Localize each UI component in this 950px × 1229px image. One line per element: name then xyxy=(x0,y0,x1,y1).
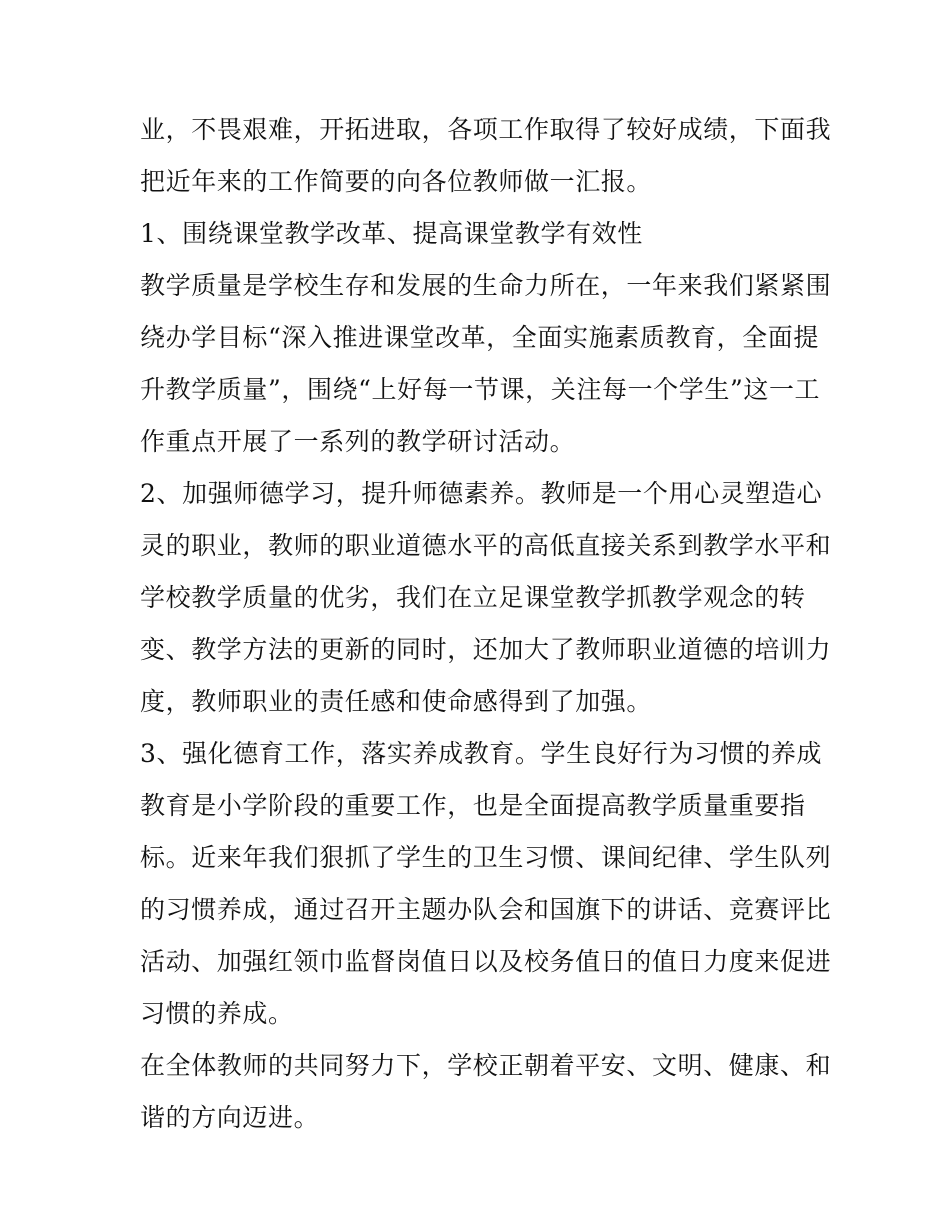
text-line: 教学质量是学校生存和发展的生命力所在，一年来我们紧紧围 xyxy=(140,271,832,300)
text-line: 升教学质量”，围绕“上好每一节课，关注每一个学生”这一工 xyxy=(140,375,821,404)
text-line: 把近年来的工作简要的向各位教师做一汇报。 xyxy=(140,167,653,196)
section-heading-1: 1、围绕课堂教学改革、提高课堂教学有效性 xyxy=(140,219,643,248)
section-paragraph-2: 2、加强师德学习，提升师德素养。教师是一个用心灵塑造心 xyxy=(140,479,823,508)
text-line: 活动、加强红领巾监督岗值日以及校务值日的值日力度来促进 xyxy=(140,947,832,976)
text-line: 绕办学目标“深入推进课堂改革，全面实施素质教育，全面提 xyxy=(140,323,819,352)
text-line: 业，不畏艰难，开拓进取，各项工作取得了较好成绩，下面我 xyxy=(140,115,832,144)
text-line: 灵的职业，教师的职业道德水平的高低直接关系到教学水平和 xyxy=(140,531,832,560)
text-line: 习惯的养成。 xyxy=(140,999,294,1028)
section-paragraph-3: 3、强化德育工作，落实养成教育。学生良好行为习惯的养成 xyxy=(140,739,823,768)
text-line: 学校教学质量的优劣，我们在立足课堂教学抓教学观念的转 xyxy=(140,583,806,612)
text-line: 变、教学方法的更新的同时，还加大了教师职业道德的培训力 xyxy=(140,635,832,664)
text-line: 谐的方向迈进。 xyxy=(140,1103,320,1132)
text-line: 作重点开展了一系列的教学研讨活动。 xyxy=(140,427,576,456)
text-line: 教育是小学阶段的重要工作，也是全面提高教学质量重要指 xyxy=(140,791,806,820)
text-line: 的习惯养成，通过召开主题办队会和国旗下的讲话、竞赛评比 xyxy=(140,895,832,924)
document-body xyxy=(140,104,832,1144)
conclusion-line: 在全体教师的共同努力下，学校正朝着平安、文明、健康、和 xyxy=(140,1051,832,1080)
text-line: 度，教师职业的责任感和使命感得到了加强。 xyxy=(140,687,653,716)
text-line: 标。近来年我们狠抓了学生的卫生习惯、课间纪律、学生队列 xyxy=(140,843,832,872)
